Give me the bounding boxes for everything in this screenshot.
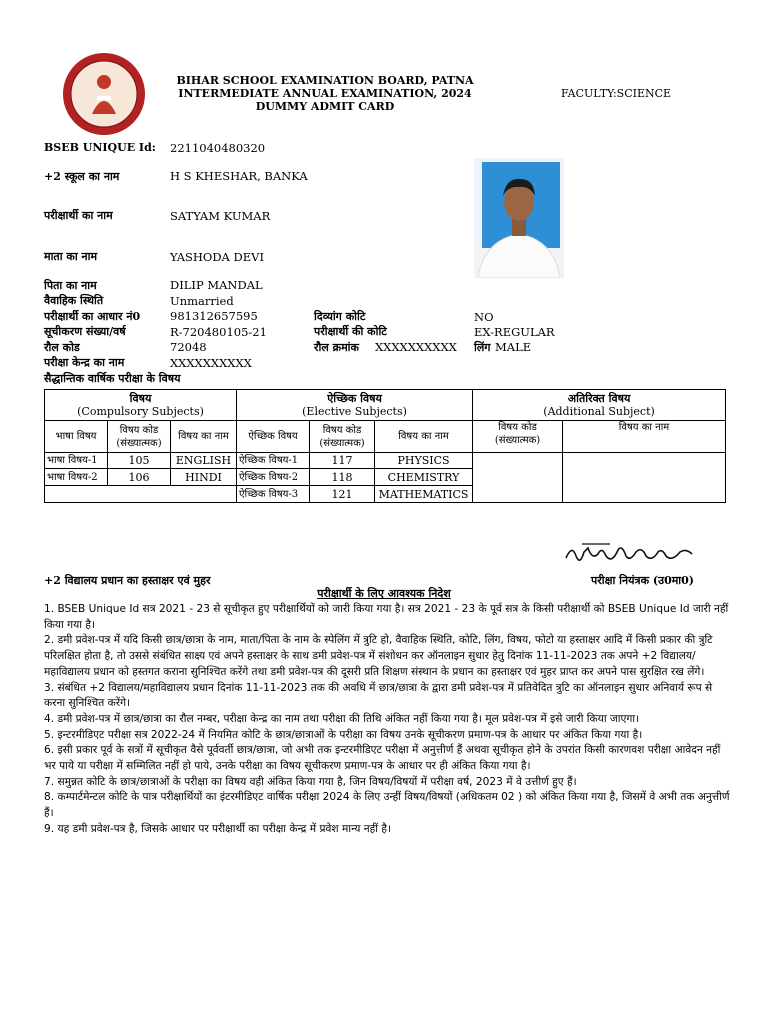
subjects-table bbox=[44, 389, 726, 503]
col-language-subject: भाषा विषय bbox=[45, 421, 108, 453]
instruction-item: 3. संबंधित +2 विद्यालय/महाविद्यालय प्रधान दिनांक 11-11-2023 तक की अवधि में छात्र/छात्रा के द्वारा डमी प्रवेश-पत्र में प्रतिवेदित त्रुटि का ऑनलाइन सुधार अनिवार्य रूप से करना सुनिश्चित करेंगे। bbox=[44, 681, 713, 710]
aadhar-label: परीक्षार्थी का आधार नं0 bbox=[44, 310, 141, 323]
gender-value: MALE bbox=[495, 340, 532, 354]
registration-value: R-720480105-21 bbox=[170, 325, 267, 339]
table-row: ऐच्छिक विषय-3 121 MATHEMATICS bbox=[45, 486, 726, 503]
elective-header: ऐच्छिक विषय (Elective Subjects) bbox=[237, 390, 473, 421]
compulsory-header: विषय (Compulsory Subjects) bbox=[45, 390, 237, 421]
student-name-label: परीक्षार्थी का नाम bbox=[44, 209, 113, 222]
school-value: H S KHESHAR, BANKA bbox=[170, 169, 308, 183]
instruction-item: 1. BSEB Unique Id सत्र 2021 - 23 से सूचीकृत हुए परीक्षार्थियों को जारी किया गया है। सत्र 2021 - 23 के पूर्व सत्र के किसी परीक्षार्थी को BSEB Unique Id जारी नहीं किया गया है। bbox=[44, 603, 729, 631]
gender-label: लिंग bbox=[474, 341, 491, 354]
unique-id-label: BSEB UNIQUE Id: bbox=[44, 141, 156, 154]
roll-number-label: रौल क्रमांक bbox=[314, 341, 359, 354]
additional-header: अतिरिक्त विषय (Additional Subject) bbox=[473, 390, 726, 421]
registration-label: सूचीकरण संख्या/वर्ष bbox=[44, 325, 126, 338]
marital-status-label: वैवाहिक स्थिति bbox=[44, 294, 104, 307]
father-name-label: पिता का नाम bbox=[44, 279, 97, 292]
exam-centre-label: परीक्षा केन्द्र का नाम bbox=[44, 356, 125, 369]
divyang-value: NO bbox=[474, 310, 494, 324]
faculty-label: FACULTY:SCIENCE bbox=[561, 87, 672, 100]
instruction-item: 7. समुन्नत कोटि के छात्र/छात्राओं के परीक्षा का विषय वही अंकित किया गया है, जिन विषय/विषयों में परीक्षा वर्ष, 2023 में वे उत्तीर्ण हुए हैं। bbox=[44, 775, 577, 788]
category-value: EX-REGULAR bbox=[474, 325, 555, 339]
instructions-list bbox=[44, 602, 730, 838]
principal-signature-label: +2 विद्यालय प्रधान का हस्ताक्षर एवं मुहर bbox=[44, 574, 211, 587]
exam-centre-value: XXXXXXXXXX bbox=[170, 356, 252, 370]
col-elective-code: विषय कोड (संख्यात्मक) bbox=[310, 421, 375, 453]
col-elective-name: विषय का नाम bbox=[375, 421, 473, 453]
instruction-item: 9. यह डमी प्रवेश-पत्र है, जिसके आधार पर परीक्षार्थी का परीक्षा केन्द्र में प्रवेश मान्य नहीं है। bbox=[44, 822, 391, 835]
board-name: BIHAR SCHOOL EXAMINATION BOARD, PATNA bbox=[176, 74, 474, 87]
col-elective-subject: ऐच्छिक विषय bbox=[237, 421, 310, 453]
school-label: +2 स्कूल का नाम bbox=[44, 170, 120, 183]
table-row: भाषा विषय-1 105 ENGLISH ऐच्छिक विषय-1 117 PHYSICS bbox=[45, 453, 726, 469]
controller-signature-label: परीक्षा नियंत्रक (उ0मा0) bbox=[591, 574, 695, 587]
roll-code-value: 72048 bbox=[170, 340, 207, 354]
subjects-section-title: सैद्धान्तिक वार्षिक परीक्षा के विषय bbox=[44, 372, 181, 385]
controller-signature bbox=[562, 540, 702, 568]
bseb-seal-logo bbox=[62, 52, 146, 136]
divyang-label: दिव्यांग कोटि bbox=[314, 310, 366, 323]
father-name-value: DILIP MANDAL bbox=[170, 278, 263, 292]
instruction-item: 4. डमी प्रवेश-पत्र में छात्र/छात्रा का रौल नम्बर, परीक्षा केन्द्र का नाम तथा परीक्षा की तिथि अंकित नहीं किया गया है। मूल प्रवेश-पत्र में इसे जारी किया जाएगा। bbox=[44, 712, 640, 725]
roll-number-value: XXXXXXXXXX bbox=[375, 340, 457, 354]
instruction-item: 5. इन्टरमीडिएट परीक्षा सत्र 2022-24 में नियमित कोटि के छात्र/छात्राओं के परीक्षा का विषय उनके सूचीकरण प्रमाण-पत्र के आधार पर अंकित किया गया है। bbox=[44, 728, 643, 741]
col-additional-code: विषय कोड (संख्यात्मक) bbox=[473, 421, 563, 453]
student-portrait-image bbox=[474, 158, 564, 278]
col-subject-name: विषय का नाम bbox=[171, 421, 237, 453]
mother-name-label: माता का नाम bbox=[44, 250, 98, 263]
student-name-value: SATYAM KUMAR bbox=[170, 209, 271, 223]
marital-status-value: Unmarried bbox=[170, 294, 234, 308]
table-row: भाषा विषय-2 106 HINDI ऐच्छिक विषय-2 118 CHEMISTRY bbox=[45, 469, 726, 486]
roll-code-label: रौल कोड bbox=[44, 341, 80, 354]
instruction-item: 6. इसी प्रकार पूर्व के सत्रों में सूचीकृत वैसे पूर्ववर्ती छात्र/छात्रा, जो अभी तक इन्टरमीडिएट परीक्षा में अनुत्तीर्ण हैं अथवा सूचीकृत होने के उपरांत किसी कारणवश परीक्षा आवेदन नहीं भर पाये या परीक्षा में सम्मिलित नहीं हो पाये, उनके परीक्षा का विषय सूचीकरण प्रमाण-पत्र के आधार पर ही अंकित किया गया है। bbox=[44, 744, 721, 773]
instruction-item: 8. कम्पार्टमेन्टल कोटि के पात्र परीक्षार्थियों का इंटरमीडिएट वार्षिक परीक्षा 2024 के लिए उन्हीं विषय/विषयों (अधिकतम 02 ) को अंकित किया गया है, जिसमें वे अभी तक अनुत्तीर्ण हैं। bbox=[44, 791, 730, 820]
exam-name: INTERMEDIATE ANNUAL EXAMINATION, 2024 bbox=[178, 87, 472, 100]
mother-name-value: YASHODA DEVI bbox=[170, 250, 264, 264]
unique-id-value: 2211040480320 bbox=[170, 141, 266, 155]
col-subject-code: विषय कोड (संख्यात्मक) bbox=[108, 421, 171, 453]
aadhar-value: 981312657595 bbox=[170, 309, 258, 323]
additional-name-cell bbox=[563, 453, 726, 503]
instruction-item: 2. डमी प्रवेश-पत्र में यदि किसी छात्र/छात्रा के नाम, माता/पिता के नाम के स्पेलिंग में त्रुटि हो, वैवाहिक स्थिति, कोटि, लिंग, विषय, फोटो या हस्ताक्षर आदि में किसी प्रकार की त्रुटि परिलक्षित होता है, तो उससे संबंधित साक्ष्य एवं अपने हस्ताक्षर के साथ डमी प्रवेश-पत्र में संशोधन कर ऑनलाइन सुधार हेतु दिनांक 11-11-2023 तक अपने +2 विद्यालय/महाविद्यालय प्रधान को हस्तगत कराना सुनिश्चित करेंगे तथा डमी प्रवेश-पत्र की दूसरी प्रति शिक्षण संस्थान के प्रधान का हस्ताक्षर एवं मुहर प्राप्त कर अपने पास सुरक्षित रख लेंगे। bbox=[44, 634, 713, 678]
col-additional-name: विषय का नाम bbox=[563, 421, 726, 453]
student-photo bbox=[474, 158, 564, 278]
document-title: DUMMY ADMIT CARD bbox=[255, 100, 395, 113]
category-label: परीक्षार्थी की कोटि bbox=[314, 325, 387, 338]
instructions-title: परीक्षार्थी के लिए आवश्यक निदेश bbox=[317, 587, 451, 600]
additional-code-cell bbox=[473, 453, 563, 503]
